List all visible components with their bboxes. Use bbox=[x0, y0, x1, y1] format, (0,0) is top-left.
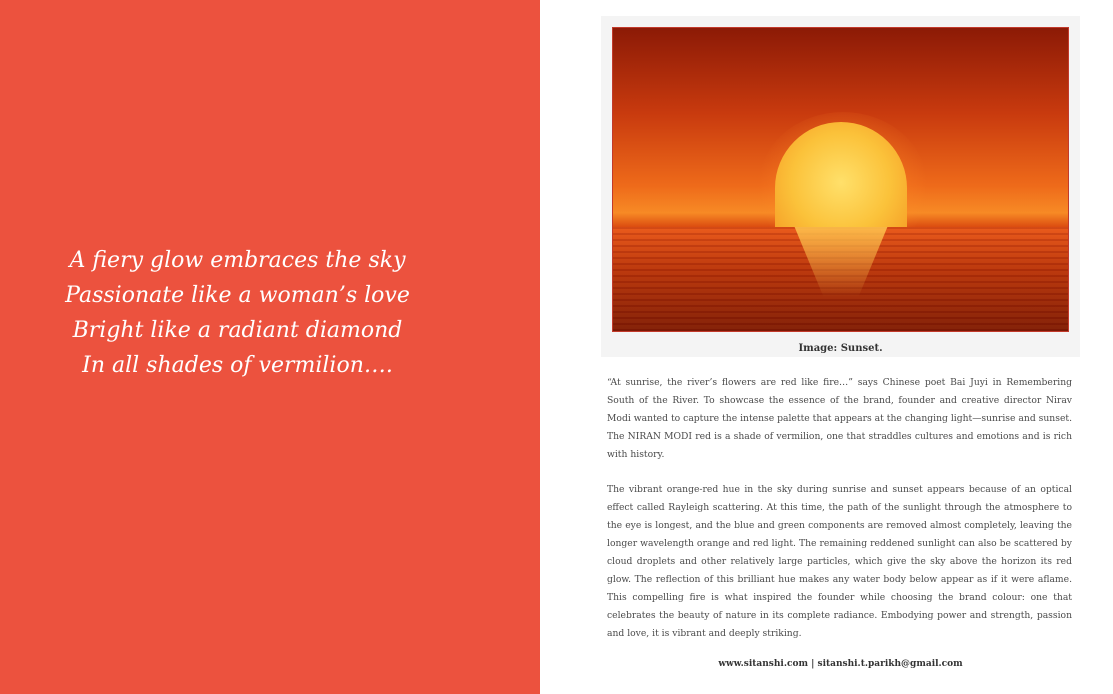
sunset-image bbox=[612, 27, 1069, 332]
poem-line: Passionate like a woman’s love bbox=[65, 283, 410, 308]
poem-line: A fiery glow embraces the sky bbox=[69, 248, 406, 273]
article-paragraph: “At sunrise, the river’s flowers are red like fire…” says Chinese poet Bai Juyi in Remembering South of the River. To showcase the essence of the brand, founder and creative director Nirav Modi wanted to capture the intense palette that appears at the changing light—sunrise and sunset. The NIRAN MODI red is a shade of vermilion, one that straddles cultures and emotions and is rich with history. bbox=[607, 377, 1072, 460]
left-page bbox=[0, 0, 540, 694]
poem-line: In all shades of vermilion…. bbox=[82, 353, 393, 378]
right-page bbox=[540, 0, 1113, 694]
poem bbox=[0, 243, 475, 383]
figure-caption: Image: Sunset. bbox=[798, 343, 883, 354]
poem-line: Bright like a radiant diamond bbox=[72, 318, 403, 343]
footer-credit: www.sitanshi.com | sitanshi.t.parikh@gmail.com bbox=[718, 659, 963, 669]
article-paragraph: The vibrant orange-red hue in the sky during sunrise and sunset appears because of an optical effect called Rayleigh scattering. At this time, the path of the sunlight through the atmosphere to the eye is longest, and the blue and green components are removed almost completely, leaving the longer wavelength orange and red light. The remaining reddened sunlight can also be scattered by cloud droplets and other relatively large particles, which give the sky above the horizon its red glow. The reflection of this brilliant hue makes any water body below appear as if it were aflame. This compelling fire is what inspired the founder while choosing the brand colour: one that celebrates the beauty of nature in its complete radiance. Embodying power and strength, passion and love, it is vibrant and deeply striking. bbox=[607, 484, 1072, 639]
